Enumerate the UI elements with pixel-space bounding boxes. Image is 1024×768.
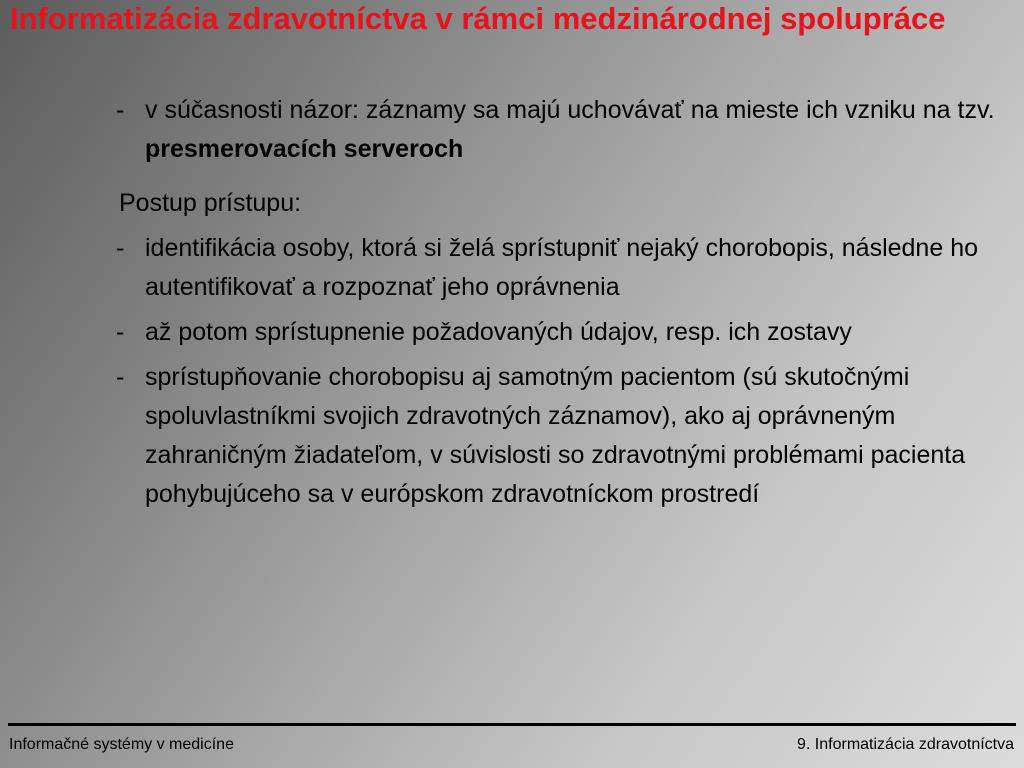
slide-title: Informatizácia zdravotníctva v rámci medzinárodnej spolupráce (10, 1, 946, 36)
bullet-item (0, 313, 1024, 352)
bullet-dash: - (116, 363, 125, 391)
bullet-text: sprístupňovanie chorobopisu aj samotným pacientom (sú skutočnými spoluvlastníkmi svojich zdravotných záznamov), ako aj oprávneným zahraničným žiadateľom, v súvislosti so zdravotnými problémami pacienta pohybujúceho sa v európskom zdravotníckom prostredí (145, 363, 966, 508)
section-heading: Postup prístupu: (119, 189, 302, 217)
bullet-text: v súčasnosti názor: záznamy sa majú uchovávať na mieste ich vzniku na tzv. (145, 96, 995, 124)
footer-course-title: Informačné systémy v medicíne (9, 736, 234, 753)
bullet-dash: - (116, 318, 125, 346)
bullet-dash: - (116, 234, 125, 262)
bullet-dash: - (116, 96, 125, 124)
bullet-bold-text: presmerovacích serveroch (145, 135, 464, 163)
footer-lecture-title: 9. Informatizácia zdravotníctva (797, 736, 1014, 753)
bullet-item (0, 358, 1024, 514)
footer-divider (8, 723, 1016, 726)
bullet-text: identifikácia osoby, ktorá si želá sprístupniť nejaký chorobopis, následne ho autentifikovať a rozpoznať jeho oprávnenia (145, 234, 978, 301)
bullet-item (0, 229, 1024, 307)
bullet-text: až potom sprístupnenie požadovaných údajov, resp. ich zostavy (145, 318, 852, 346)
slide-content (0, 91, 1024, 520)
bullet-item (0, 91, 1024, 169)
